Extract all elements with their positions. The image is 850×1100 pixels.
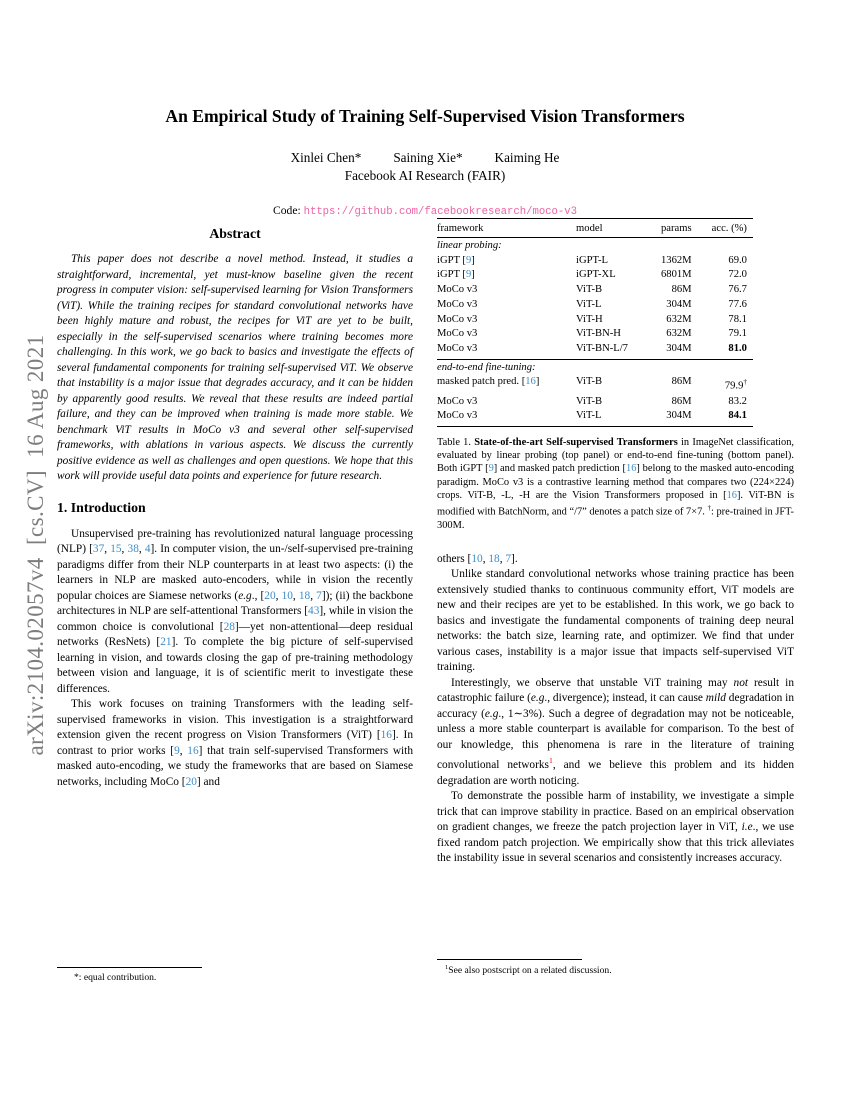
text-segment: ,	[482, 552, 489, 565]
framework-cell	[437, 375, 576, 394]
text-segment: MoCo v3	[437, 284, 478, 296]
citation-link[interactable]: 9	[174, 744, 180, 757]
citation-link[interactable]: 16	[187, 744, 199, 757]
accuracy-cell	[706, 395, 753, 410]
accuracy-cell	[706, 327, 753, 342]
author-row	[0, 150, 850, 166]
text-segment: i.e	[741, 821, 753, 834]
accuracy-cell	[706, 313, 753, 328]
text-segment: State-of-the-art Self-supervised Transformers	[474, 436, 678, 448]
table-header-cell: acc. (%)	[711, 222, 747, 234]
text-segment: 1	[445, 964, 449, 971]
text-segment: ., divergence); instead, it can cause	[544, 692, 706, 705]
framework-cell	[437, 327, 576, 342]
abstract-text: This paper does not describe a novel method. Instead, it studies a straightforward, incremental, yet must-know baseline given the recent progress in computer vision: self-supervised learning for Vision Transformers (ViT). While the training recipes for standard convolutional networks have been highly mature and robust, the recipes for ViT are yet to be built, especially in the self-supervised scenarios where training becomes more challenging. In this work, we go back to basics and investigate the effects of several fundamental components for training self-supervised ViT. We observe that instability is a major issue that degrades accuracy, and it can be hidden by apparently good results. We reveal that these results are indeed partial failure, and they can be improved when training is made more stable. We benchmark ViT results in MoCo v3 and several other self-supervised frameworks, with ablations in various aspects. We discuss the currently positive evidence as well as challenges and open questions. We hope that this work will provide useful data points and experience for future research.	[57, 253, 413, 482]
author-name: Xinlei Chen*	[290, 150, 362, 165]
params-cell: 632M	[666, 313, 692, 325]
citation-link[interactable]: 15	[110, 543, 122, 555]
model-cell: ViT-H	[576, 313, 603, 325]
accuracy-cell	[706, 342, 753, 357]
text-segment: To demonstrate the possible harm of instability, we investigate a simple trick that can improve stability in practice. Based on an empirical observation on gradient changes, we freeze the patch projection layer in ViT,	[437, 790, 794, 834]
text-segment: , and we believe this problem and its hidden degradation are worth noticing.	[437, 759, 794, 787]
text-segment: ]	[535, 376, 540, 388]
citation-link[interactable]: 20	[185, 775, 197, 788]
table-row	[437, 375, 753, 394]
text-segment: ]. In computer vision, the un-/self-supervised pre-training paradigms differ from their NLP counterparts in at least two aspects: (i) the learners in NLP are masked auto-encoders, while in vision the recently popular choices are Siamese networks (	[57, 543, 414, 602]
text-segment: ,	[104, 543, 111, 555]
text-segment: ]—yet non-attentional—deep residual networks (ResNets) [	[57, 620, 413, 648]
paragraph-interestingly	[437, 676, 794, 789]
model-cell: ViT-B	[576, 284, 603, 296]
text-segment: 69.0	[728, 254, 747, 266]
text-segment: ]	[471, 269, 475, 281]
text-segment: ., 1∼3%). Such a degree of degradation may not be noticeable, unless a more stable counterpart is available for comparison. To the best of our knowledge, this phenomena is rare in the literature of training convolutional networks	[437, 707, 794, 772]
text-segment: 83.2	[728, 395, 747, 407]
text-segment: ]. To complete the big picture of self-supervised learning in vision, and towards closing the gap of pre-training methodology between vision and language, it is of scientific merit to investigate these differences.	[57, 636, 413, 695]
citation-link[interactable]: 7	[316, 589, 322, 602]
footnote-rule	[57, 967, 202, 968]
model-cell: ViT-L	[576, 298, 602, 310]
citation-link[interactable]: 38	[127, 543, 139, 555]
text-segment: †	[743, 378, 747, 387]
text-segment: mild	[705, 692, 726, 705]
text-segment: ]); (ii) the backbone architectures in NLP are self-attentional Transformers [	[57, 589, 413, 617]
citation-link[interactable]: 18	[298, 589, 311, 602]
footnote-right	[437, 959, 794, 976]
text-segment: 81.0	[728, 342, 747, 354]
arxiv-watermark: arXiv:2104.02057v4 [cs.CV] 16 Aug 2021	[23, 334, 48, 756]
model-cell: ViT-L	[576, 410, 602, 422]
text-segment: 1	[548, 756, 553, 766]
accuracy-cell	[706, 409, 753, 424]
citation-link[interactable]: 16	[380, 729, 392, 741]
citation-link[interactable]: 21	[160, 636, 172, 648]
table-row	[437, 342, 753, 357]
table-row	[437, 395, 753, 410]
params-cell: 86M	[671, 284, 692, 296]
params-cell: 86M	[671, 376, 692, 388]
section-heading-introduction: 1. Introduction	[57, 499, 146, 515]
framework-cell	[437, 395, 576, 410]
framework-cell	[437, 409, 576, 424]
footnote-right-text	[437, 964, 794, 976]
citation-link[interactable]: 16	[626, 463, 637, 475]
model-cell: ViT-B	[576, 395, 603, 407]
model-cell: ViT-BN-H	[576, 328, 621, 340]
results-table	[437, 218, 753, 427]
framework-cell	[437, 268, 576, 283]
table-group-label: end-to-end fine-tuning:	[437, 361, 536, 373]
text-segment: ,	[179, 744, 188, 757]
framework-cell	[437, 342, 576, 357]
text-segment: 79.9	[724, 380, 744, 392]
right-column-body	[437, 552, 794, 867]
model-cell: ViT-B	[576, 376, 603, 388]
right-column	[437, 218, 794, 867]
text-segment: e.g	[238, 589, 252, 602]
text-segment: ,	[138, 543, 145, 555]
citation-link[interactable]: 10	[281, 589, 293, 602]
text-segment: ]. ViT-BN is modified with BatchNorm, and “/7” denotes a patch size of 7×7.	[437, 489, 794, 518]
model-cell: iGPT-XL	[576, 269, 616, 281]
text-segment: ]	[471, 254, 475, 266]
text-segment: Interestingly, we observe that unstable ViT training may	[451, 676, 734, 689]
text-segment: 76.7	[728, 284, 747, 296]
table-header-cell: model	[576, 222, 603, 234]
paragraph-others	[437, 552, 794, 568]
text-segment: Unlike standard convolutional networks whose training practice has been extensively studied thanks to continuous community effort, ViT models are new and their recipes are yet to be established. In this work, we go back to basics and investigate the fundamental components of training deep neural networks: the batch size, learning rate, and optimizer. We find that under various cases, instability is a major issue that impacts self-supervised ViT training.	[437, 568, 794, 674]
text-segment: in ImageNet classification, evaluated by linear probing (top panel) or end-to-end fine-tuning (bottom panel). Both iGPT [	[437, 436, 795, 475]
code-link[interactable]: https://github.com/facebookresearch/moco-v3	[303, 206, 577, 218]
accuracy-cell	[706, 298, 753, 313]
left-column	[57, 226, 413, 790]
framework-cell	[437, 283, 576, 298]
text-segment: not	[733, 676, 749, 689]
citation-link[interactable]: 4	[144, 543, 151, 555]
text-segment: ,	[121, 543, 128, 555]
text-segment: Table 1.	[437, 436, 475, 448]
text-segment: Unsupervised pre-training has revolutionized natural language processing (NLP) [	[57, 527, 413, 555]
accuracy-cell	[706, 254, 753, 269]
text-segment: ] belong to the masked auto-encoding paradigm. MoCo v3 is a contrastive learning method that compares two (224×224) crops. ViT-B, -L, -H are the Vision Transformers proposed in [	[437, 463, 795, 501]
text-segment: ], while in vision the common choice is convolutional [	[57, 605, 413, 633]
citation-link[interactable]: 16	[525, 376, 536, 388]
text-segment: e.g	[530, 692, 545, 705]
footnote-rule	[437, 959, 582, 960]
text-segment: MoCo v3	[437, 313, 478, 325]
intro-paragraph-2	[57, 697, 413, 790]
text-segment: iGPT [	[437, 254, 466, 266]
citation-link[interactable]: 28	[223, 620, 235, 633]
author-name: Kaiming He	[494, 150, 560, 165]
text-segment: MoCo v3	[437, 410, 478, 422]
affiliation: Facebook AI Research (FAIR)	[344, 168, 506, 183]
citation-link[interactable]: 16	[726, 489, 737, 501]
params-cell: 304M	[666, 410, 692, 422]
table-group	[437, 360, 753, 427]
table-row	[437, 268, 753, 283]
table-row	[437, 298, 753, 313]
citation-link[interactable]: 20	[264, 589, 276, 602]
paragraph-unlike	[437, 567, 794, 676]
text-segment: MoCo v3	[437, 298, 478, 310]
model-cell: iGPT-L	[576, 254, 609, 266]
model-cell: ViT-BN-L/7	[576, 342, 628, 354]
text-segment: ] and	[196, 775, 220, 788]
table-header-cell: params	[660, 222, 692, 234]
text-segment: ,	[310, 589, 317, 602]
abstract-heading: Abstract	[209, 226, 261, 241]
text-segment: ].	[511, 552, 518, 565]
text-segment: iGPT [	[437, 269, 466, 281]
text-segment: 77.6	[728, 298, 747, 310]
text-segment: 72.0	[728, 269, 747, 281]
table-row	[437, 313, 753, 328]
paragraph-demonstrate	[437, 789, 794, 867]
text-segment: 84.1	[728, 410, 747, 422]
text-segment: ., [	[251, 589, 265, 602]
table-caption	[437, 436, 794, 532]
text-segment: ,	[292, 589, 299, 602]
table-group-label: linear probing:	[437, 240, 502, 251]
footnote-left-text: *: equal contribution.	[74, 972, 157, 983]
citation-link[interactable]: 18	[488, 552, 500, 565]
params-cell: 1362M	[660, 254, 692, 266]
text-segment: ,	[275, 589, 282, 602]
code-label: Code:	[273, 204, 304, 217]
citation-link[interactable]: 37	[92, 543, 105, 555]
author-name: Saining Xie*	[393, 150, 463, 165]
text-segment: MoCo v3	[437, 328, 478, 340]
citation-link[interactable]: 10	[471, 552, 483, 565]
framework-cell	[437, 298, 576, 313]
framework-cell	[437, 254, 576, 269]
text-segment: ., we use fixed random patch projection. We empirically show that this trick alleviates the instability issue in several scenarios and consistently increases accuracy.	[437, 821, 794, 865]
text-segment: †	[707, 503, 711, 512]
text-segment: MoCo v3	[437, 395, 478, 407]
text-segment: See also postscript on a related discussion.	[448, 965, 612, 977]
citation-link[interactable]: 9	[465, 254, 472, 266]
text-segment: ,	[499, 552, 506, 565]
accuracy-cell	[706, 283, 753, 298]
intro-paragraph-1	[57, 527, 413, 698]
footnote-left	[57, 967, 413, 983]
text-segment: degradation in accuracy (	[437, 692, 794, 720]
text-segment: e.g	[484, 707, 499, 720]
table-header-cell: framework	[437, 222, 484, 234]
text-segment: ] and masked patch prediction [	[493, 463, 626, 475]
params-cell: 304M	[666, 342, 692, 354]
text-segment: others [	[437, 552, 472, 565]
paper-header	[0, 106, 850, 218]
text-segment: 79.1	[728, 328, 747, 340]
text-segment: This work focuses on training Transformers with the leading self-supervised frameworks in vision. This investigation is a straightforward extension given the recent progress on Vision Transformers (ViT) [	[57, 698, 413, 741]
citation-link[interactable]: 9	[465, 269, 472, 281]
accuracy-cell	[706, 375, 753, 394]
code-line	[0, 204, 850, 218]
params-cell: 6801M	[660, 269, 692, 281]
citation-link[interactable]: 7	[505, 552, 512, 565]
table-row	[437, 409, 753, 424]
table-group	[437, 238, 753, 360]
citation-link[interactable]: 9	[488, 463, 494, 475]
citation-link[interactable]: 43	[308, 605, 320, 617]
paper-title: An Empirical Study of Training Self-Supervised Vision Transformers	[165, 106, 685, 126]
text-segment: ] that train self-supervised Transformers with masked auto-encoding, we study the frameworks that are based on Siamese networks, including MoCo [	[57, 744, 413, 788]
params-cell: 632M	[666, 328, 692, 340]
text-segment: result in catastrophic failure (	[437, 676, 795, 705]
table-row	[437, 327, 753, 342]
table-header-row	[437, 218, 753, 238]
params-cell: 304M	[666, 298, 692, 310]
table-row	[437, 254, 753, 269]
framework-cell	[437, 313, 576, 328]
accuracy-cell	[706, 268, 753, 283]
text-segment: MoCo v3	[437, 342, 478, 354]
text-segment: : pre-trained in JFT-300M.	[437, 506, 795, 531]
params-cell: 86M	[671, 395, 692, 407]
text-segment: masked patch pred. [	[437, 376, 526, 388]
text-segment: 78.1	[728, 313, 747, 325]
text-segment: ]. In contrast to prior works [	[57, 729, 413, 757]
table-row	[437, 283, 753, 298]
